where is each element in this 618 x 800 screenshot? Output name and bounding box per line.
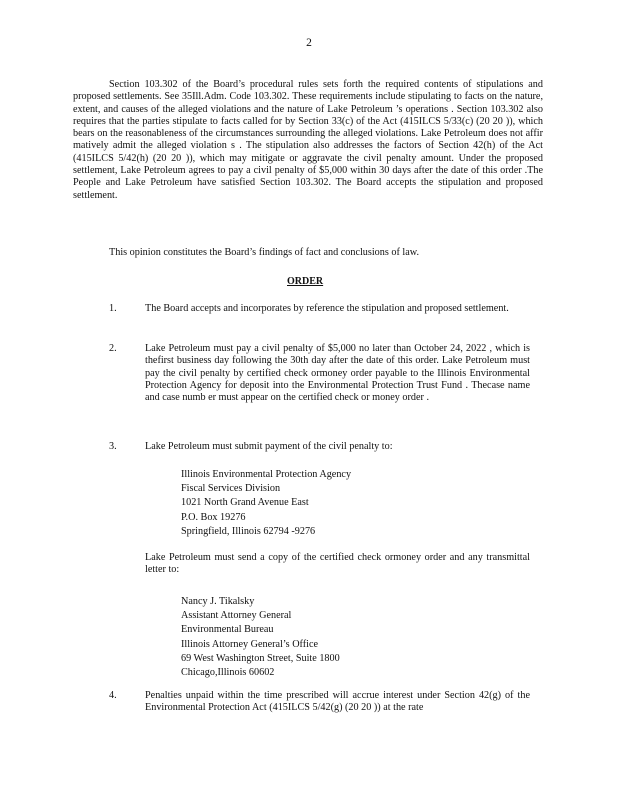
address-line: 1021 North Grand Avenue East [181,497,309,509]
address-line: P.O. Box 19276 [181,511,246,523]
address-line: Environmental Bureau [181,624,274,636]
order-heading: ORDER [287,276,324,287]
item-number: 1. [109,303,117,314]
item-text: The Board accepts and incorporates by reference the stipulation and proposed settlement. [145,303,509,314]
address-line: Chicago,Illinois 60602 [181,667,275,679]
item-text: Penalties unpaid within the time prescribed will accrue interest under Section 42(g) of the Environmental Protection Act (415ILCS 5/42(g) (20 20 )) at the rate [145,690,530,714]
address-line: Illinois Attorney General’s Office [181,638,319,650]
address-line: Springfield, Illinois 62794 -9276 [181,525,316,537]
payment-address-block [181,468,351,539]
address-line: Illinois Environmental Protection Agency [181,469,352,480]
findings-paragraph: This opinion constitutes the Board’s findings of fact and conclusions of law. [109,247,420,258]
copy-address-block [181,595,340,680]
copy-instruction: Lake Petroleum must send a copy of the certified check ormoney order and any transmittal letter to: [145,552,530,576]
address-line: 69 West Washington Street, Suite 1800 [181,652,340,664]
item-text: Lake Petroleum must submit payment of the civil penalty to: [145,441,393,452]
address-line: Fiscal Services Division [181,483,281,495]
item-number: 2. [109,343,117,354]
page-number: 2 [306,37,312,49]
intro-paragraph: Section 103.302 of the Board’s procedural rules sets forth the required contents of stipulations and proposed settlements. See 35Ill.Adm. Code 103.302. These requirements include stipulating to facts on the nature, extent, and causes of the alleged violations and the nature of Lake Petroleum ’s operations . Section 103.302 also requires that the parties stipulate to facts called for by Section 33(c) of the Act (415ILCS 5/33(c) (20 20 )), which bears on the reasonableness of the circumstances surrounding the alleged violations. Lake Petroleum does not affir matively admit the alleged violation s . The stipulation also addresses the factors of Section 42(h) of the Act (415ILCS 5/42(h) (20 20 )), which may mitigate or aggravate the civil penalty amount. Under the proposed settlement, Lake Petroleum agrees to pay a civil penalty of $5,000 within 30 days after the date of this order .The People and Lake Petroleum have satisfied Section 103.302. The Board accepts the stipulation and proposed settlement. [73,79,543,201]
item-number: 3. [109,441,117,452]
address-line: Assistant Attorney General [181,610,292,622]
address-line: Nancy J. Tikalsky [181,596,255,607]
item-text: Lake Petroleum must pay a civil penalty of $5,000 no later than October 24, 2022 , which is thefirst business day following the 30th day after the date of this order. Lake Petroleum must pay the civil penalty by certified check ormoney order payable to the Illinois Environmental Protection Agency for deposit into the Environmental Protection Trust Fund . Thecase name and case numb er must appear on the certified check or money order . [145,343,530,404]
item-number: 4. [109,690,117,701]
